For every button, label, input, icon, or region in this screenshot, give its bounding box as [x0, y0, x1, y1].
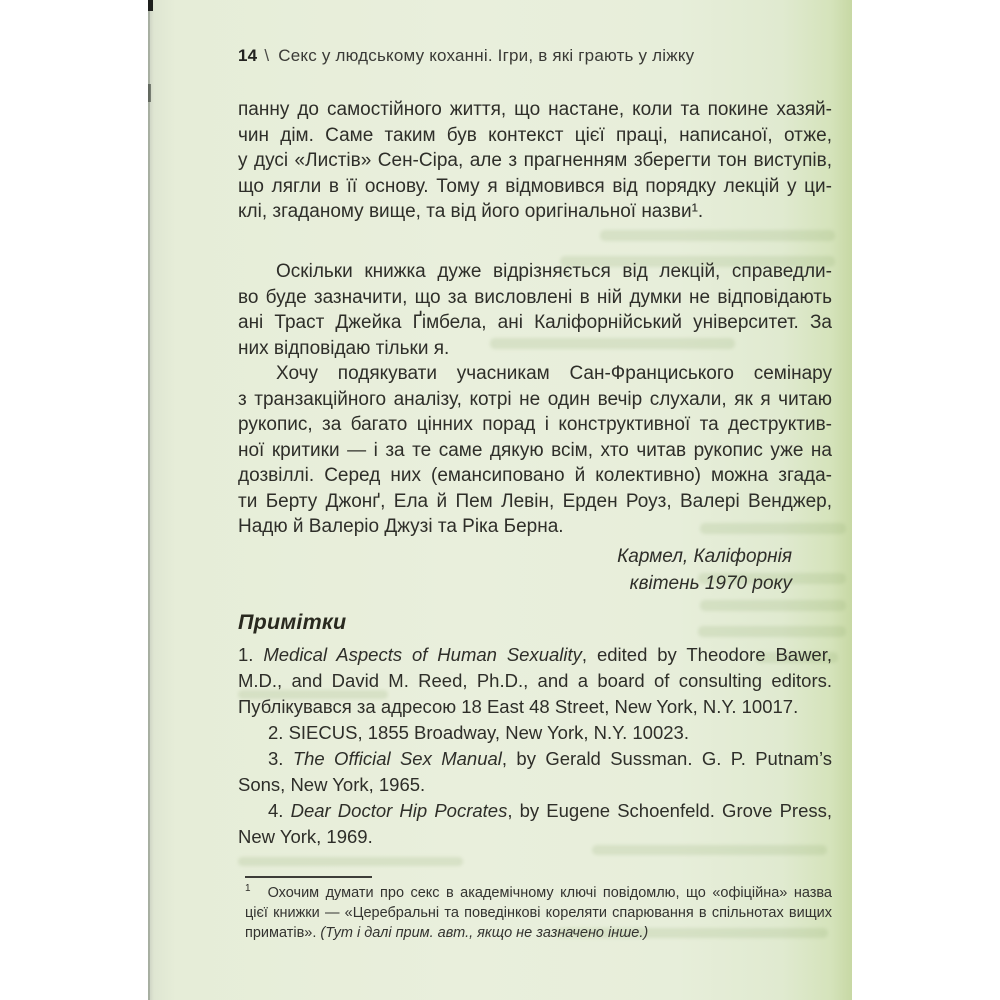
- note-text: SIECUS, 1855 Broadway, New York, N.Y. 10023.: [288, 722, 689, 743]
- showthrough-ghost: [600, 230, 835, 241]
- paragraph: [238, 97, 832, 225]
- footnote-rule: [245, 876, 372, 878]
- notes-heading: Примітки: [238, 610, 347, 634]
- note-item: [238, 798, 832, 850]
- footnote-text: Охочим думати про секс в академічному ключі повідомлю, що «офіційна» назва цієї книжки — «Церебральні та поведінкові кореляти спарювання в спільнотах вищих приматів».: [245, 885, 832, 941]
- note-title: The Official Sex Manual: [292, 748, 502, 769]
- note-text: , by Gerald Sussman. G. P. Putnam’s Sons, New York, 1965.: [238, 748, 832, 795]
- page-number: 14: [238, 46, 258, 65]
- showthrough-ghost: [238, 857, 463, 866]
- body-line: ти Берту Джонґ, Ела й Пем Левін, Ерден Роуз, Валері Венджер,: [238, 490, 832, 512]
- body-line: во буде зазначити, що за висловлені в ній думки не відповідають: [238, 286, 832, 308]
- footnote: [245, 883, 832, 943]
- body-line: з транзакційного аналізу, котрі не один вечір слухали, як я читаю: [238, 388, 832, 410]
- notes-list: [238, 642, 832, 850]
- book-page: [148, 0, 852, 1000]
- note-title: Medical Aspects of Human Sexuality: [263, 644, 582, 665]
- body-line: ані Траст Джейка Ґімбела, ані Каліфорнійський університет. За: [238, 312, 832, 333]
- body-line: Надю й Валеріо Джузі та Ріка Берна.: [238, 516, 564, 537]
- page-edge-notch: [148, 84, 151, 102]
- note-number: 3.: [268, 748, 293, 769]
- paragraph: [238, 361, 832, 540]
- body-line: Хочу подякувати учасникам Сан-Франциського семінару: [276, 363, 832, 384]
- body-line: клі, згаданому вище, та від його оригінальної назви¹.: [238, 201, 704, 222]
- note-text: , edited by Theodore Bawer, M.D., and David M. Reed, Ph.D., and a board of consulting editors. Публікувався за адресою 18 East 48 Street, New York, N.Y. 10017.: [238, 644, 833, 717]
- body-line: ної критики — і за те саме дякую всім, хто читав рукопис уже на: [238, 439, 832, 461]
- body-line: них відповідаю тільки я.: [238, 337, 450, 359]
- running-title: Секс у людському коханні. Ігри, в які грають у ліжку: [278, 46, 695, 65]
- body-line: Оскільки книжка дуже відрізняється від лекцій, справедли-: [276, 261, 832, 282]
- note-item: [238, 720, 832, 746]
- page-edge-notch: [148, 0, 153, 11]
- note-number: 1.: [238, 644, 264, 665]
- note-number: 4.: [268, 800, 291, 821]
- note-number: 2.: [268, 722, 289, 743]
- body-line: у дусі «Листів» Сен-Сіра, але з прагненням зберегти тон виступів,: [238, 150, 832, 171]
- note-title: Dear Doctor Hip Pocrates: [290, 800, 508, 821]
- body-line: що лягли в її основу. Тому я відмовився від порядку лекцій у ци-: [238, 175, 832, 197]
- showthrough-ghost: [700, 600, 846, 611]
- footnote-marker: 1: [245, 883, 251, 895]
- signature-date: квітень 1970 року: [629, 573, 792, 594]
- header-separator: \: [264, 46, 270, 65]
- body-line: панну до самостійного життя, що настане, коли та покине хазяй-: [238, 99, 832, 120]
- signature-block: [238, 543, 792, 597]
- note-item: [238, 746, 832, 798]
- running-header: [238, 46, 832, 66]
- page-left-edge: [148, 0, 150, 1000]
- body-line: чин дім. Саме таким був контекст цієї праці, написаної, отже,: [238, 124, 832, 146]
- showthrough-ghost: [698, 626, 846, 637]
- note-item: [238, 642, 832, 720]
- paragraph: [238, 259, 832, 361]
- body-line: рукопис, за багато цінних порад і конструктивної та деструктив-: [238, 414, 832, 435]
- note-text: , by Eugene Schoenfeld. Grove Press, New York, 1969.: [238, 800, 832, 847]
- body-line: дозвіллі. Серед них (емансиповано й колективно) можна згада-: [238, 465, 832, 486]
- footnote-appendix: (Тут і далі прим. авт., якщо не зазначено інше.): [320, 925, 649, 941]
- signature-place: Кармел, Каліфорнія: [617, 546, 792, 567]
